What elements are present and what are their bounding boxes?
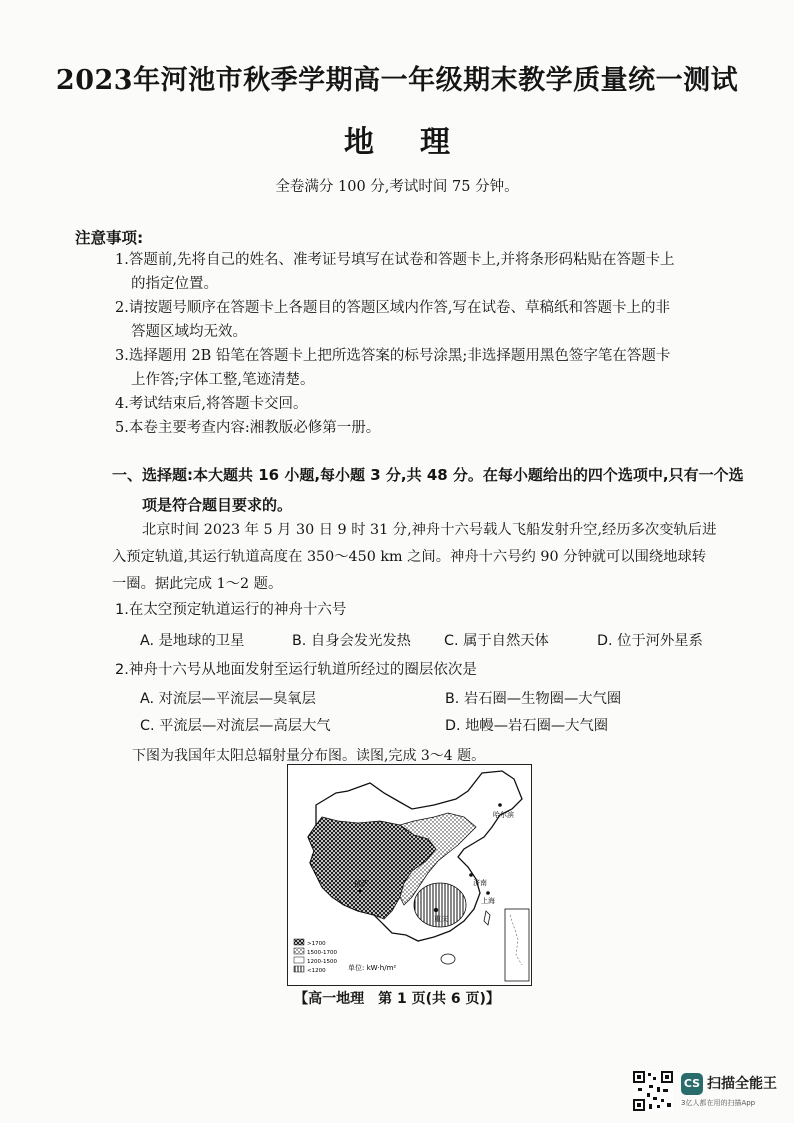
question-1-option-a: A. 是地球的卫星 [140,633,245,649]
note-1-line2: 的指定位置。 [131,276,218,292]
taiwan-island [484,911,490,925]
exam-title: 2023年河池市秋季学期高一年级期末教学质量统一测试 [55,65,739,96]
legend-label-1: >1700 [307,941,326,947]
note-2-line2: 答题区域均无效。 [131,324,247,340]
map-unit: 单位: kW·h/m² [348,964,397,972]
note-3-line2: 上作答;字体工整,笔迹清楚。 [131,372,315,388]
note-5: 5.本卷主要考查内容:湘教版必修第一册。 [115,420,381,436]
hainan-island [441,954,455,964]
passage-line3: 一圈。据此完成 1～2 题。 [112,576,283,592]
passage-line2: 入预定轨道,其运行轨道高度在 350～450 km 之间。神舟十六号约 90 分钟就可以围绕地球转 [112,549,707,565]
city-label-chongqing: 重庆 [434,915,448,923]
legend-label-4: <1200 [307,968,326,974]
question-1-option-b: B. 自身会发光发热 [292,633,411,649]
question-1-stem: 1.在太空预定轨道运行的神舟十六号 [115,602,347,618]
question-2-stem: 2.神舟十六号从地面发射至运行轨道所经过的圈层依次是 [115,662,477,678]
legend-label-2: 1500-1700 [307,950,337,956]
passage-line1: 北京时间 2023 年 5 月 30 日 9 时 31 分,神舟十六号载人飞船发射升空,经历多次变轨后进 [142,522,717,538]
note-4: 4.考试结束后,将答题卡交回。 [115,396,308,412]
city-label-jinan: 济南 [473,879,487,887]
subject-title: 地理 [344,125,496,160]
note-2-line1: 2.请按题号顺序在答题卡上各题目的答题区域内作答,写在试卷、草稿纸和答题卡上的非 [115,300,670,316]
camscanner-logo-icon: CS [681,1073,703,1095]
question-1-option-c: C. 属于自然天体 [444,633,549,649]
note-1-line1: 1.答题前,先将自己的姓名、准考证号填写在试卷和答题卡上,并将条形码粘贴在答题卡上 [115,252,675,268]
watermark-slogan: 3亿人都在用的扫描App [681,1099,756,1107]
question-2-option-b: B. 岩石圈—生物圈—大气圈 [445,691,622,707]
legend-label-3: 1200-1500 [307,959,337,965]
note-3-line1: 3.选择题用 2B 铅笔在答题卡上把所选答案的标号涂黑;非选择题用黑色签字笔在答题卡 [115,348,671,364]
page-footer: 【高一地理 第 1 页(共 6 页)】 [294,991,500,1007]
qr-code [633,1071,673,1111]
question-2-option-c: C. 平流层—对流层—高层大气 [140,718,331,734]
south-sea-inset [505,909,529,981]
china-map-figure [288,765,531,985]
notes-title: 注意事项: [75,229,144,247]
question-2-option-d: D. 地幔—岩石圈—大气圈 [445,718,609,734]
city-label-harbin: 哈尔滨 [493,811,514,819]
question-1-option-d: D. 位于河外星系 [597,633,703,649]
map-caption: 下图为我国年太阳总辐射量分布图。读图,完成 3～4 题。 [132,748,486,764]
section-heading-line1: 一、选择题:本大题共 16 小题,每小题 3 分,共 48 分。在每小题给出的四个选项中,只有一个选 [112,466,744,484]
city-label-shanghai: 上海 [481,897,495,905]
notes-list [115,248,765,440]
question-2-option-a: A. 对流层—平流层—臭氧层 [140,691,316,707]
passage [112,517,762,598]
exam-info: 全卷满分 100 分,考试时间 75 分钟。 [275,179,519,195]
city-label-lhasa: 拉萨 [354,880,368,888]
section-heading [112,460,752,520]
watermark-app-name: 扫描全能王 [707,1076,777,1092]
section-heading-line2: 项是符合题目要求的。 [142,496,293,514]
solar-radiation-map [287,764,532,986]
map-legend [294,939,337,974]
